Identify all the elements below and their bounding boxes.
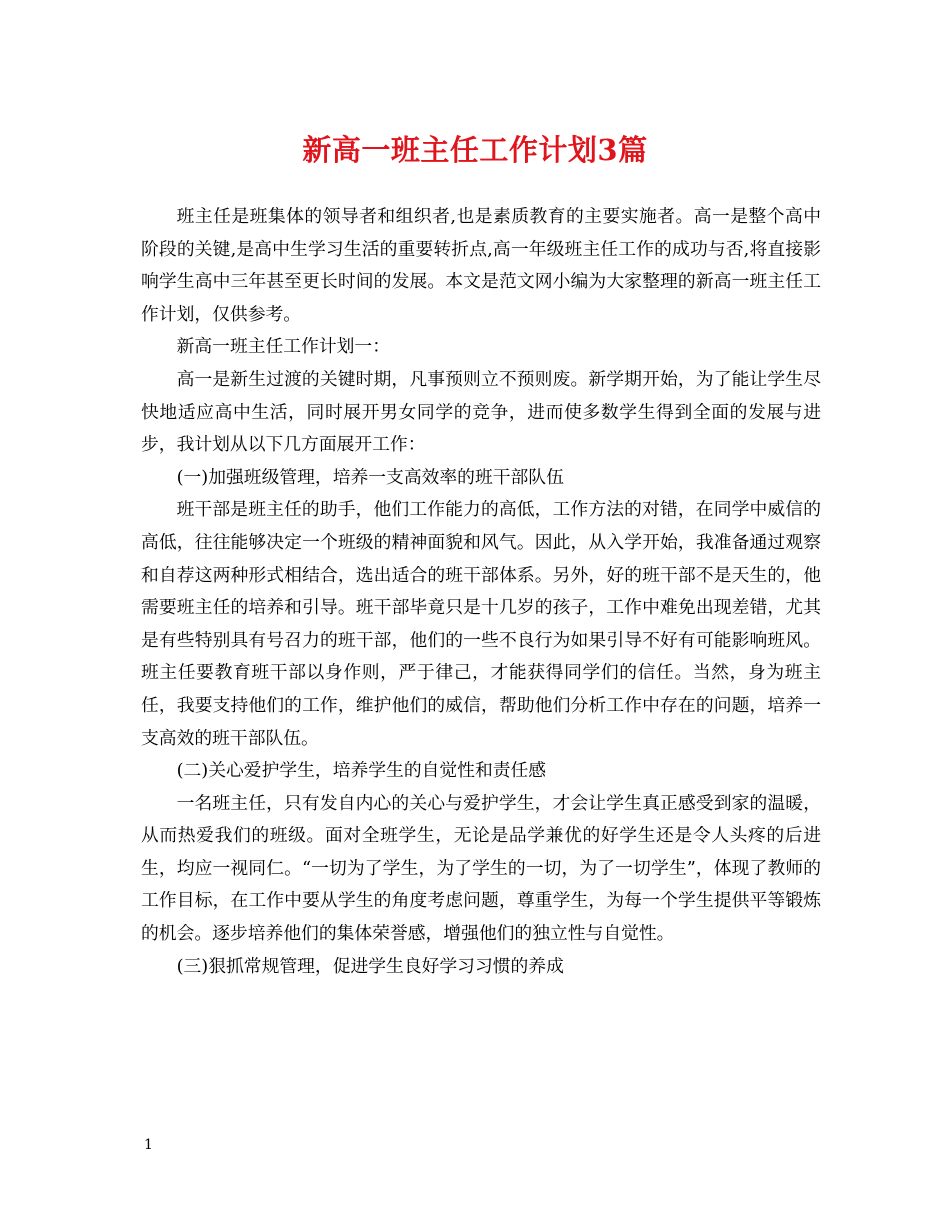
plan-one-heading: 新高一班主任工作计划一：: [176, 336, 390, 358]
plan-one-intro-paragraph: 高一是新生过渡的关键时期，凡事预则立不预则废。新学期开始，为了能让学生尽快地适应高中生活，同时展开男女同学的竞争，进而使多数学生得到全面的发展与进步，我计划从以下几方面展开工作：: [141, 368, 821, 456]
page-number: 1: [144, 1137, 153, 1153]
section-three-heading: (三)狠抓常规管理，促进学生良好学习习惯的养成: [176, 955, 564, 977]
page-title: 新高一班主任工作计划3篇: [302, 133, 648, 167]
section-one-paragraph: 班干部是班主任的助手，他们工作能力的高低，工作方法的对错，在同学中威信的高低，往往能够决定一个班级的精神面貌和风气。因此，从入学开始，我准备通过观察和自荐这两种形式相结合，选出适合的班干部体系。另外，好的班干部不是天生的，他需要班主任的培养和引导。班干部毕竟只是十几岁的孩子，工作中难免出现差错，尤其是有些特别具有号召力的班干部，他们的一些不良行为如果引导不好有可能影响班风。班主任要教育班干部以身作则，严于律己，才能获得同学们的信任。当然，身为班主任，我要支持他们的工作，维护他们的威信，帮助他们分析工作中存在的问题，培养一支高效的班干部队伍。: [141, 499, 821, 749]
intro-paragraph: 班主任是班集体的领导者和组织者,也是素质教育的主要实施者。高一是整个高中阶段的关键,是高中生学习生活的重要转折点,高一年级班主任工作的成功与否,将直接影响学生高中三年甚至更长时间的发展。本文是范文网小编为大家整理的新高一班主任工作计划，仅供参考。: [141, 206, 821, 325]
section-one-heading: (一)加强班级管理，培养一支高效率的班干部队伍: [176, 466, 564, 488]
section-two-heading: (二)关心爱护学生，培养学生的自觉性和责任感: [176, 760, 547, 782]
document-body: [141, 201, 821, 983]
section-two-paragraph: 一名班主任，只有发自内心的关心与爱护学生，才会让学生真正感受到家的温暖，从而热爱我们的班级。面对全班学生，无论是品学兼优的好学生还是令人头疼的后进生，均应一视同仁。“一切为了学生，为了学生的一切，为了一切学生”，体现了教师的工作目标，在工作中要从学生的角度考虑问题，尊重学生，为每一个学生提供平等锻炼的机会。逐步培养他们的集体荣誉感，增强他们的独立性与自觉性。: [141, 792, 821, 945]
